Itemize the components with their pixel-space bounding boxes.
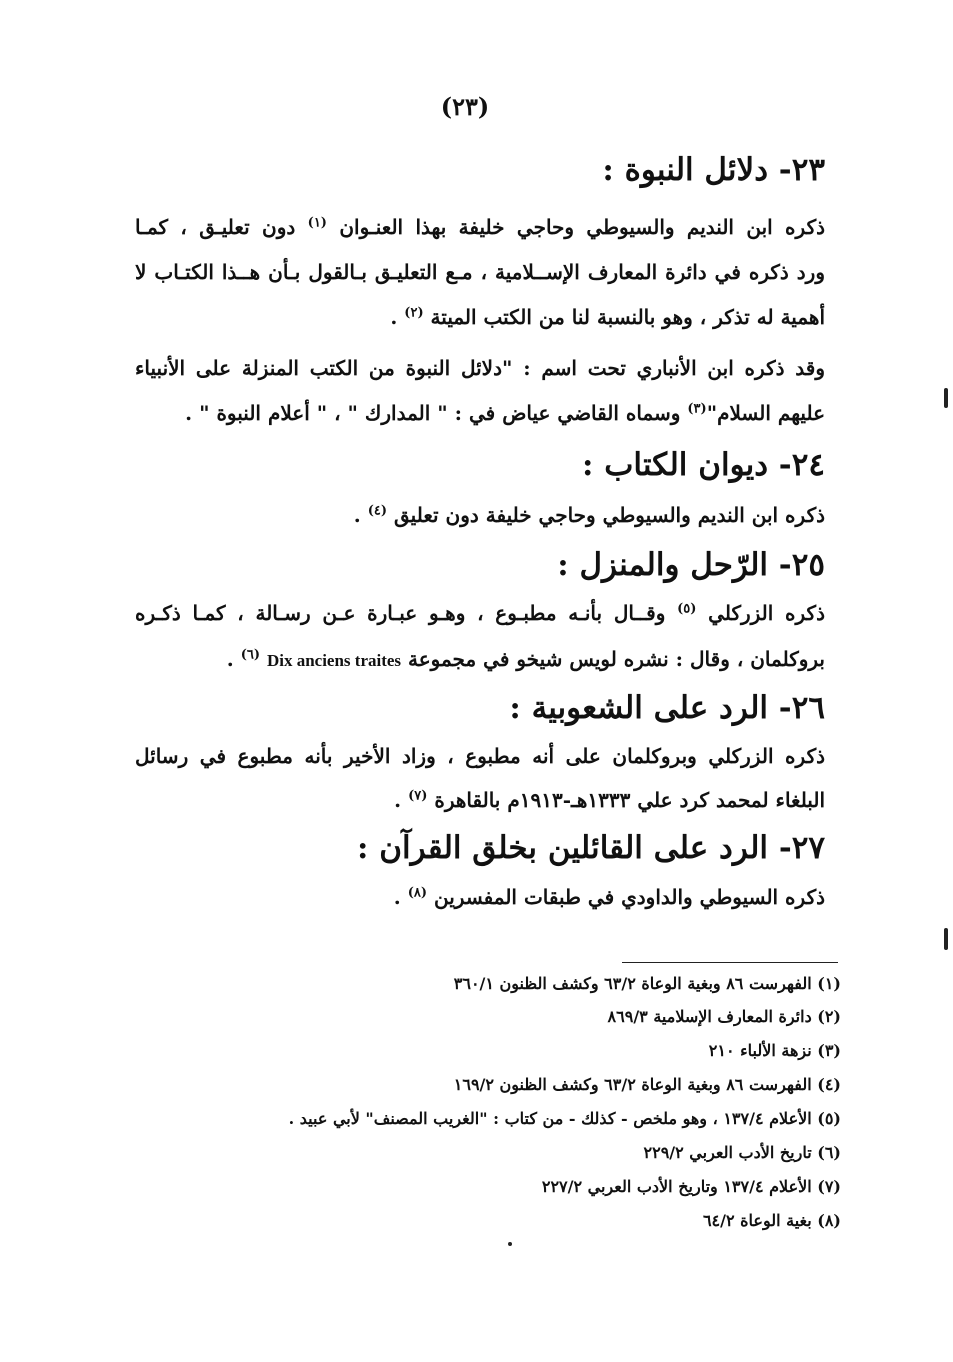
footnote-ref: (٣) <box>687 401 707 417</box>
body-line: وقد ذكره ابن الأنباري تحت اسم : "دلائل النبوة من الكتب المنزلة على الأنبياء <box>135 356 825 380</box>
footnote-ref: (٢) <box>404 305 424 321</box>
footnote-ref: (٥) <box>677 601 697 617</box>
footnote-6: (٦) تاريخ الأدب العربي ٢٢٩/٢ <box>643 1143 841 1162</box>
footnote-1: (١) الفهرست ٨٦ وبغية الوعاة ٦٣/٢ وكشف الظنون ٣٦٠/١ <box>453 974 841 993</box>
section-heading-26: ٢٦- الرد على الشعوبية : <box>509 690 825 726</box>
footnote-ref: (٧) <box>408 788 428 804</box>
scan-margin-mark <box>944 928 948 950</box>
footnote-3: (٣) نزهة الألباء ٢١٠ <box>708 1041 841 1060</box>
body-line: بروكلمان ، وقال : نشره لويس شيخو في مجموعة Dix anciens traites $^{(٦)}$ . <box>226 647 825 671</box>
footnote-ref: (٤) <box>367 503 388 519</box>
footnote-7: (٧) الأعلام ١٣٧/٤ وتاريخ الأدب العربي ٢٢٧/٢ <box>541 1177 841 1196</box>
section-heading-24: ٢٤- ديوان الكتاب : <box>582 447 825 483</box>
footnote-divider <box>622 962 838 963</box>
section-heading-25: ٢٥- الرّحل والمنزل : <box>557 547 825 583</box>
scan-margin-mark <box>944 388 948 408</box>
body-line: ذكره الزركلي وبروكلمان على أنه مطبوع ، وزاد الأخير بأنه مطبوع في رسائل <box>135 744 825 768</box>
body-line: ذكره السيوطي والداودي في طبقات المفسرين $^{(٨)}$ . <box>393 885 825 909</box>
section-heading-27: ٢٧- الرد على القائلين بخلق القرآن : <box>357 830 825 866</box>
body-line: أهمية له تذكر ، وهو بالنسبة لنا من الكتب الميتة $^{(٢)}$ . <box>390 305 825 329</box>
page-number: (٢٣) <box>440 92 490 121</box>
body-line: ذكره ابن النديم والسيوطي وحاجي خليفة بهذا العنـوان $^{(١)}$ دون تعليـق ، كمـا <box>135 215 825 239</box>
body-line: عليهم السلام"$^{(٣)}$ وسماه القاضي عياض في : " المدارك " ، " أعلام النبوة " . <box>185 401 825 425</box>
footnote-ref: (٨) <box>407 885 428 901</box>
footnote-ref: (١) <box>307 215 327 231</box>
footnote-ref: (٦) <box>240 647 260 663</box>
body-line: ورد ذكره في دائرة المعارف الإســلامية ، مـع التعليـق بـالقول بـأن هــذا الكتـاب لا <box>135 260 825 284</box>
body-line: ذكره الزركلي $^{(٥)}$ وقــال بأنـه مطبـوع ، وهـو عبـارة عـن رسـالة ، كمـا ذكـره <box>135 601 825 625</box>
latin-title: Dix anciens traites <box>266 651 402 670</box>
section-heading-23: ٢٣- دلائل النبوة : <box>602 152 825 188</box>
footnote-5: (٥) الأعلام ١٣٧/٤ ، وهو ملخص - كذلك - من كتاب : "الغريب المصنف" لأبي عبيد . <box>288 1109 841 1128</box>
body-line: ذكره ابن النديم والسيوطي وحاجي خليفة دون تعليق $^{(٤)}$ . <box>353 503 825 527</box>
footnote-4: (٤) الفهرست ٨٦ وبغية الوعاة ٦٣/٢ وكشف الظنون ١٦٩/٢ <box>453 1075 841 1094</box>
scan-dot <box>508 1242 512 1246</box>
footnote-8: (٨) بغية الوعاة ٦٤/٢ <box>702 1211 841 1230</box>
body-line: البلغاء لمحمد كرد علي ١٣٣٣هـ-١٩١٣م بالقاهرة $^{(٧)}$ . <box>394 788 825 812</box>
footnote-2: (٢) دائرة المعارف الإسلامية ٨٦٩/٣ <box>607 1007 841 1026</box>
